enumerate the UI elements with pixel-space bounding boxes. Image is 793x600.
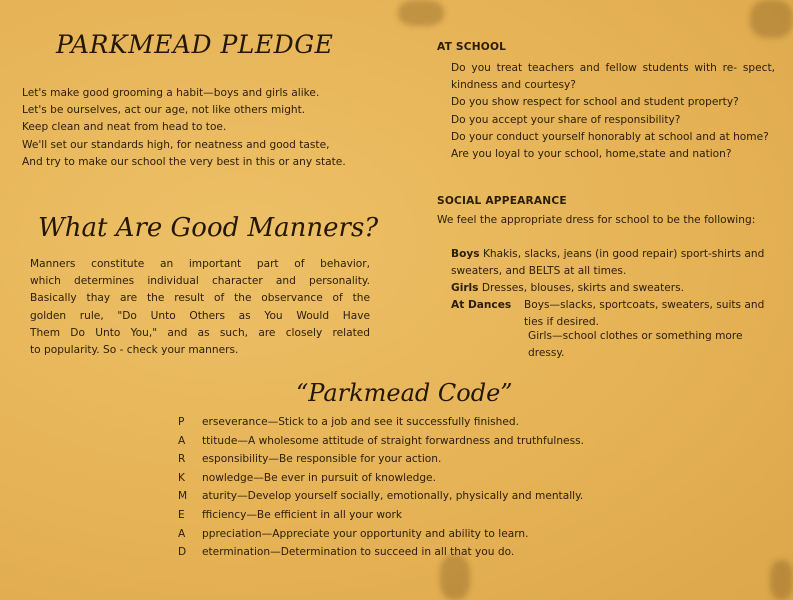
code-text: fficiency—Be efficient in all your work xyxy=(202,508,402,521)
dress-intro: We feel the appropriate dress for school to be the following: xyxy=(437,214,756,226)
girls-text: Dresses, blouses, skirts and sweaters. xyxy=(481,282,685,294)
list-item xyxy=(178,450,698,469)
code-text: esponsibility—Be responsible for your action. xyxy=(202,453,442,466)
boys-dress xyxy=(451,246,775,280)
paper-stain xyxy=(398,0,444,26)
manners-line: Basically thay are the result of the observance of the xyxy=(30,292,370,305)
code-text: erseverance—Stick to a job and see it successfully finished. xyxy=(202,416,519,428)
paper-stain xyxy=(440,555,470,600)
list-item: Do your conduct yourself honorably at school and at home? xyxy=(451,130,769,143)
dances-label: At Dances xyxy=(451,299,512,311)
code-text: aturity—Develop yourself socially, emotionally, physically and mentally. xyxy=(202,490,584,503)
manners-line: Them Do Unto You," and as such, are closely related xyxy=(30,326,370,339)
paper-stain xyxy=(770,560,793,600)
manners-line: to popularity. So - check your manners. xyxy=(30,344,239,357)
manners-text xyxy=(30,256,370,359)
list-item xyxy=(178,469,698,488)
code-letter: D xyxy=(178,546,187,559)
manners-line: golden rule, "Do Unto Others as You Would Have xyxy=(30,309,370,322)
at-school-heading: AT SCHOOL xyxy=(437,41,507,53)
code-letter: M xyxy=(178,490,188,503)
list-item: Are you loyal to your school, home,state and nation? xyxy=(451,148,732,161)
boys-label: Boys xyxy=(451,248,480,260)
list-item xyxy=(178,525,698,544)
dances-girls: Girls—school clothes or something more dressy. xyxy=(528,330,743,360)
list-item: Do you accept your share of responsibility? xyxy=(451,113,681,126)
pledge-line: Let's make good grooming a habit—boys and girls alike. xyxy=(22,87,320,99)
pledge-line: And try to make our school the very best in this or any state. xyxy=(22,155,346,168)
code-text: nowledge—Be ever in pursuit of knowledge. xyxy=(202,471,436,484)
list-item xyxy=(178,487,698,506)
code-letter: K xyxy=(178,471,185,484)
code-letter: E xyxy=(178,508,185,521)
boys-text: Khakis, slacks, jeans (in good repair) sport-shirts and sweaters, and BELTS at all times. xyxy=(451,248,765,278)
pledge-line: Let's be ourselves, act our age, not like others might. xyxy=(22,104,306,117)
list-item xyxy=(178,413,698,432)
list-item xyxy=(178,543,698,562)
school-questions xyxy=(451,60,775,163)
code-text: ttitude—A wholesome attitude of straight forwardness and truthfulness. xyxy=(202,434,584,447)
code-title: “Parkmead Code” xyxy=(296,379,513,407)
code-letter: A xyxy=(178,527,186,540)
code-letter: A xyxy=(178,434,186,447)
list-item xyxy=(178,506,698,525)
manners-line: Manners constitute an important part of behavior, xyxy=(30,258,370,270)
pledge-title: PARKMEAD PLEDGE xyxy=(56,30,334,59)
girls-label: Girls xyxy=(451,282,479,294)
code-text: etermination—Determination to succeed in all that you do. xyxy=(202,546,515,559)
list-item: Do you show respect for school and student property? xyxy=(451,96,739,109)
pledge-line: Keep clean and neat from head to toe. xyxy=(22,121,227,134)
dances-boys: Boys—slacks, sportcoats, sweaters, suits and ties if desired. xyxy=(524,299,765,329)
list-item xyxy=(178,432,698,451)
code-text: ppreciation—Appreciate your opportunity and ability to learn. xyxy=(202,527,529,540)
manners-line: which determines individual character and personality. xyxy=(30,275,370,288)
code-letter: R xyxy=(178,453,186,466)
pledge-line: We'll set our standards high, for neatness and good taste, xyxy=(22,138,330,151)
pledge-text xyxy=(22,85,402,171)
social-appearance-heading: SOCIAL APPEARANCE xyxy=(437,195,567,207)
code-letter: P xyxy=(178,416,185,428)
girls-dress xyxy=(451,280,775,297)
paper-stain xyxy=(750,0,793,38)
parkmead-code-list xyxy=(178,413,698,562)
manners-title: What Are Good Manners? xyxy=(38,213,379,243)
list-item: Do you treat teachers and fellow students with re- spect, kindness and courtesy? xyxy=(451,62,775,92)
